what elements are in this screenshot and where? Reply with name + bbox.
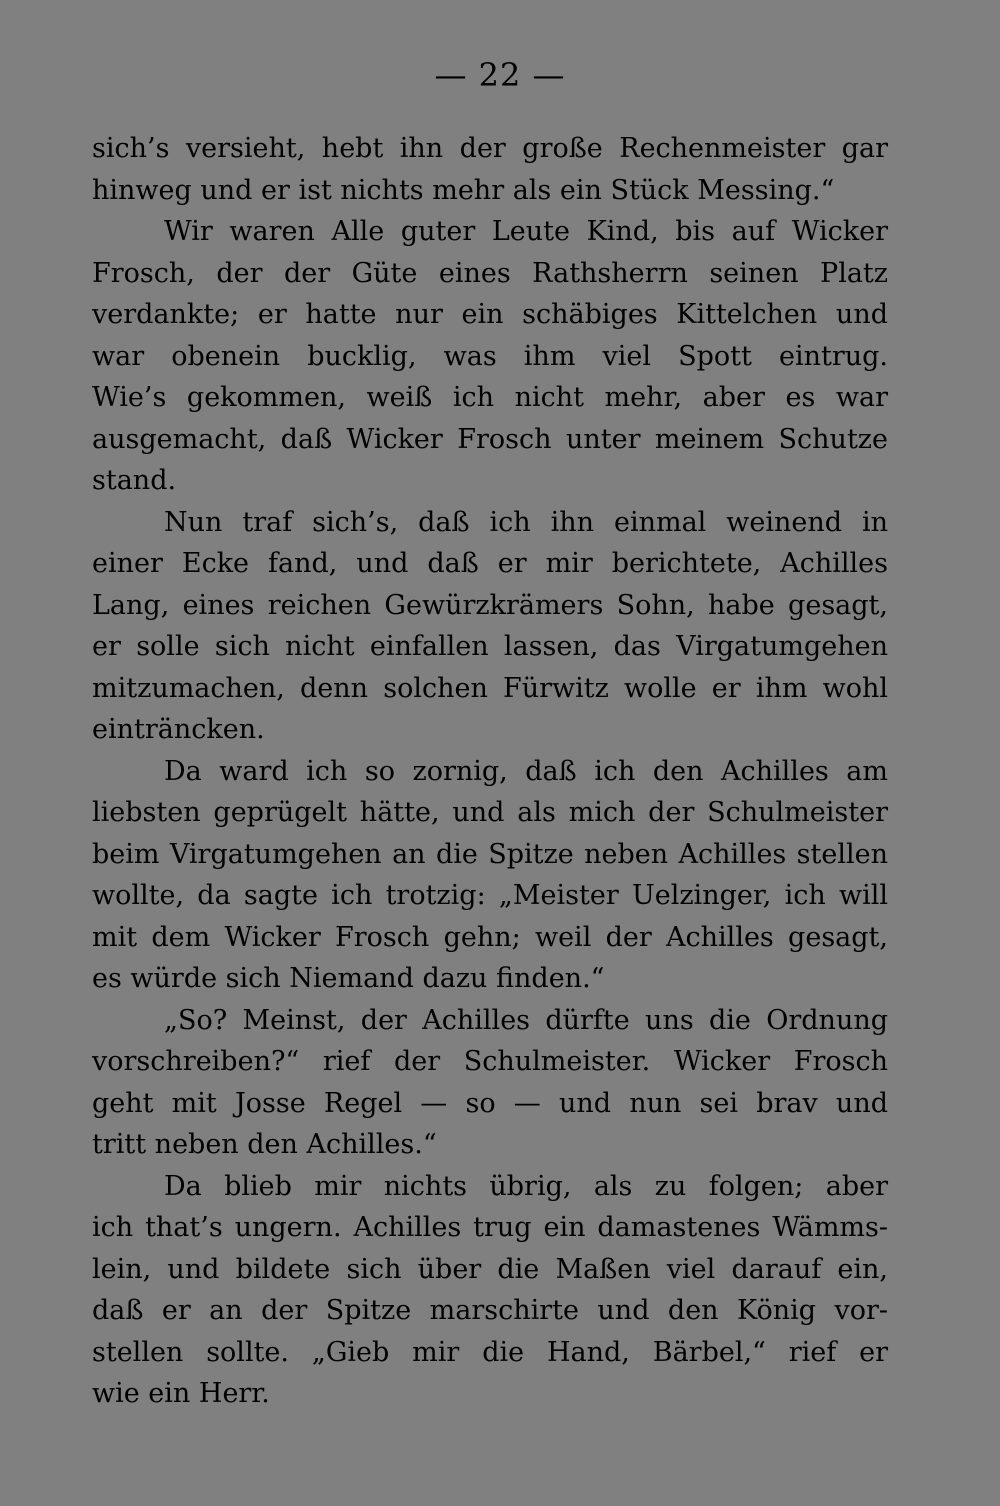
text-line: Wir waren Alle guter Leute Kind, bis auf Wicker — [164, 216, 888, 247]
text-line: wie ein Herr. — [92, 1378, 270, 1409]
text-line: war obenein bucklig, was ihm viel Spott eintrug. — [92, 340, 888, 372]
text-line: beim Virgatumgehen an die Spitze neben Achilles stellen — [92, 838, 888, 870]
text-line: Frosch, der der Güte eines Rathsherrn seinen Platz — [92, 257, 888, 289]
text-line: geht mit Josse Regel — so — und nun sei brav und — [92, 1087, 888, 1119]
text-line: verdankte; er hatte nur ein schäbiges Kittelchen und — [92, 299, 888, 330]
text-line: stand. — [92, 465, 177, 496]
text-line: mit dem Wicker Frosch gehn; weil der Achilles gesagt, — [92, 921, 888, 953]
text-line: Da ward ich so zornig, daß ich den Achilles am — [164, 755, 888, 787]
text-line: sich’s versieht, hebt ihn der große Rechenmeister gar — [92, 133, 888, 164]
text-line: stellen sollte. „Gieb mir die Hand, Bärbel,“ rief er — [92, 1336, 888, 1368]
text-line: Wie’s gekommen, weiß ich nicht mehr, aber es war — [92, 382, 888, 413]
text-line: Da blieb mir nichts übrig, als zu folgen; aber — [164, 1170, 888, 1202]
text-line: es würde sich Niemand dazu finden.“ — [92, 963, 605, 994]
text-line: tritt neben den Achilles.“ — [92, 1129, 437, 1160]
text-line: daß er an der Spitze marschirte und den König vor- — [92, 1295, 888, 1326]
text-line: Lang, eines reichen Gewürzkrämers Sohn, habe gesagt, — [92, 589, 888, 621]
text-line: „So? Meinst, der Achilles dürfte uns die Ordnung — [164, 1004, 888, 1036]
text-line: wollte, da sagte ich trotzig: „Meister Uelzinger, ich will — [92, 880, 888, 911]
text-line: einer Ecke fand, und daß er mir berichtete, Achilles — [92, 548, 888, 579]
text-line: liebsten geprügelt hätte, und als mich der Schulmeister — [92, 797, 888, 828]
text-line: ausgemacht, daß Wicker Frosch unter meinem Schutze — [92, 423, 888, 455]
text-line: er solle sich nicht einfallen lassen, das Virgatumgehen — [92, 631, 888, 662]
page-number: — 22 — — [434, 56, 566, 94]
text-line: Nun traf sich’s, daß ich ihn einmal weinend in — [164, 506, 888, 538]
text-line: mitzumachen, denn solchen Fürwitz wolle er ihm wohl — [92, 672, 888, 704]
text-line: lein, und bildete sich über die Maßen viel darauf ein, — [92, 1253, 888, 1285]
text-line: vorschreiben?“ rief der Schulmeister. Wicker Frosch — [92, 1046, 888, 1077]
text-line: hinweg und er ist nichts mehr als ein Stück Messing.“ — [92, 174, 835, 206]
body-text — [92, 128, 888, 1415]
text-line: einträncken. — [92, 714, 265, 745]
text-line: ich that’s ungern. Achilles trug ein damastenes Wämms- — [92, 1212, 888, 1243]
